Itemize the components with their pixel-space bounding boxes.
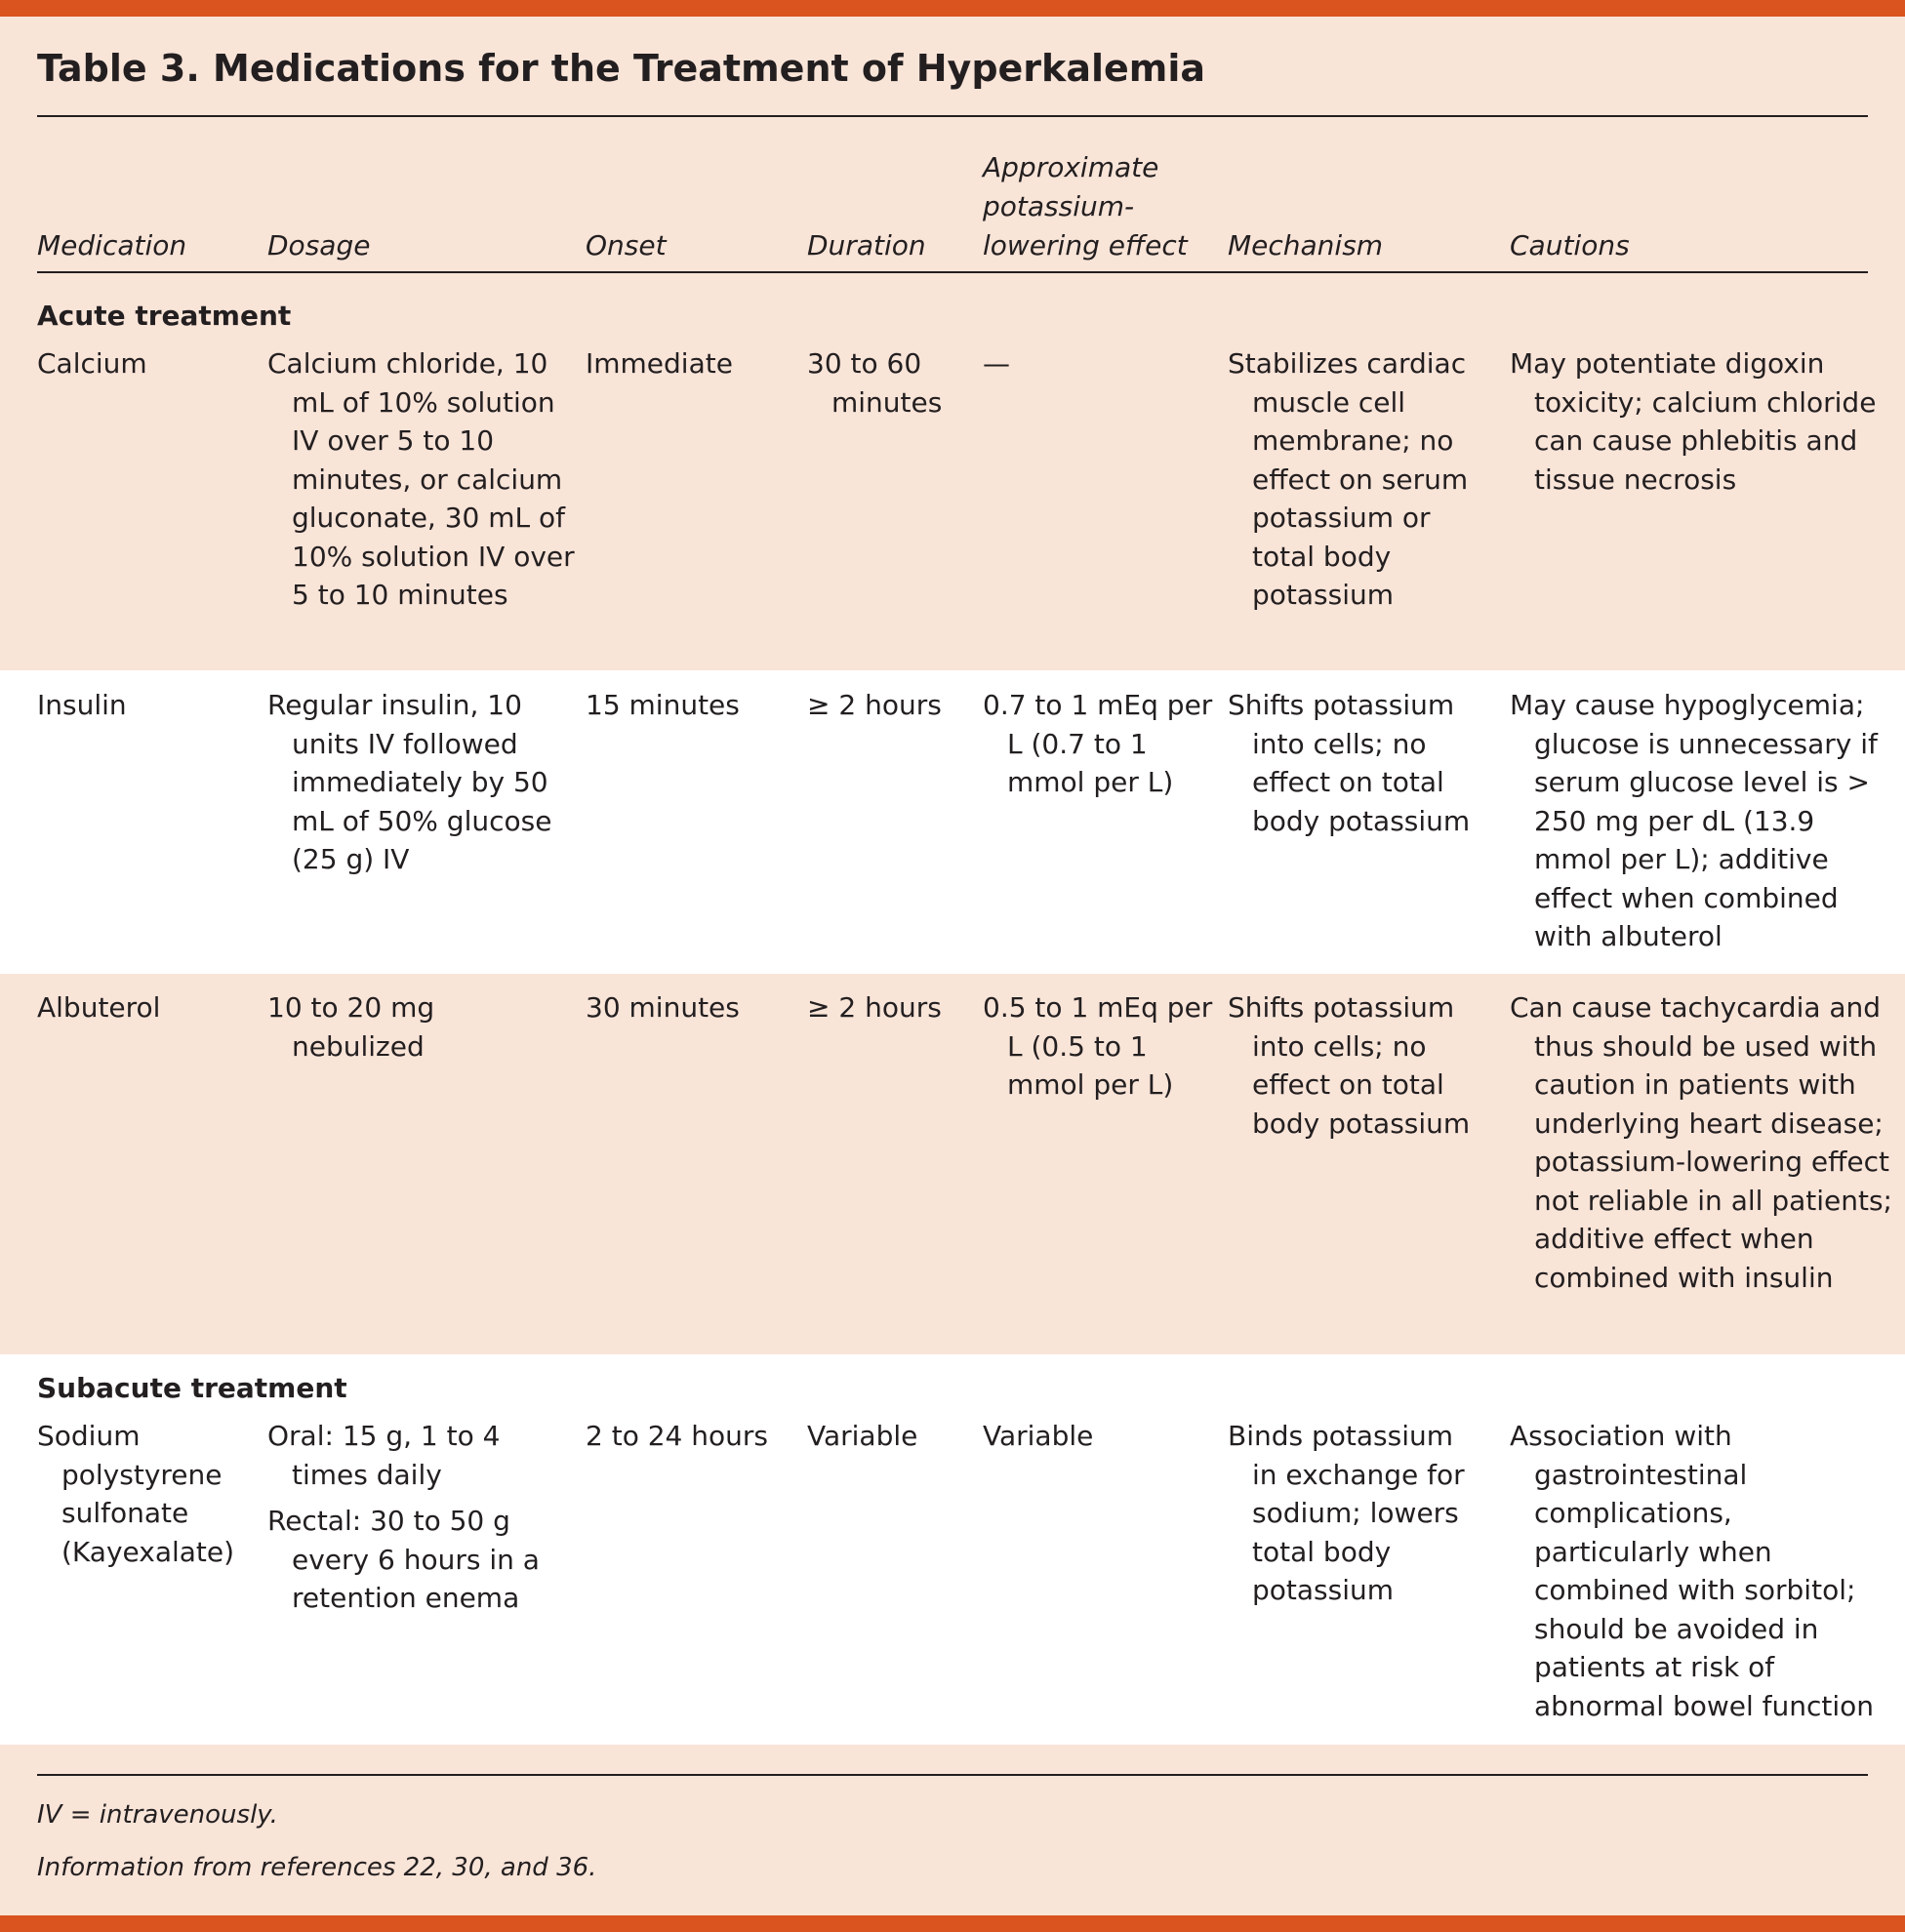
- bottom-accent-bar: [0, 1915, 1905, 1932]
- cell-dosage: Regular insulin, 10 units IV followed immediately by 50 mL of 50% glucose (25 g) IV: [267, 689, 552, 875]
- cell-medication: Albuterol: [37, 991, 161, 1024]
- header-rule: [37, 271, 1868, 273]
- footnote-abbreviation: IV = intravenously.: [37, 1800, 278, 1830]
- cell-effect: Variable: [983, 1420, 1094, 1452]
- cell-mechanism: Stabilizes cardiac muscle cell membrane; no effect on serum potassium or total body potassium: [1228, 347, 1469, 611]
- col-header-duration: Duration: [807, 229, 926, 262]
- footnote-rule: [37, 1774, 1868, 1776]
- cell-medication: Insulin: [37, 689, 127, 721]
- dosage-rectal: Rectal: 30 to 50 g every 6 hours in a retention enema: [267, 1505, 540, 1614]
- cell-cautions: May cause hypoglycemia; glucose is unnecessary if serum glucose level is > 250 mg per dL (13.9 mmol per L); additive effect when combined with albuterol: [1510, 689, 1878, 952]
- cell-mechanism: Shifts potassium into cells; no effect on total body potassium: [1228, 689, 1471, 837]
- cell-effect: 0.7 to 1 mEq per L (0.7 to 1 mmol per L): [983, 689, 1213, 798]
- cell-onset: 15 minutes: [586, 689, 740, 721]
- shaded-band-footnotes: [0, 1745, 1905, 1915]
- cell-cautions: Association with gastrointestinal complications, particularly when combined with sorbitol; should be avoided in patients at risk of abnormal bowel function: [1510, 1420, 1875, 1722]
- col-header-onset: Onset: [586, 229, 667, 262]
- cell-dosage: 10 to 20 mg nebulized: [267, 991, 435, 1063]
- footnote-source: Information from references 22, 30, and 36.: [37, 1853, 597, 1882]
- cell-duration: ≥ 2 hours: [807, 689, 942, 721]
- cell-cautions: May potentiate digoxin toxicity; calcium chloride can cause phlebitis and tissue necrosis: [1510, 347, 1877, 496]
- title-rule: [37, 115, 1868, 117]
- cell-duration: Variable: [807, 1420, 918, 1452]
- cell-mechanism: Shifts potassium into cells; no effect on total body potassium: [1228, 991, 1471, 1140]
- cell-onset: 30 minutes: [586, 991, 740, 1024]
- col-header-effect: Approximate potassium-lowering effect: [983, 151, 1188, 262]
- cell-duration: 30 to 60 minutes: [807, 347, 943, 419]
- table-title: Table 3. Medications for the Treatment of Hyperkalemia: [37, 47, 1206, 90]
- top-accent-bar: [0, 0, 1905, 17]
- cell-onset: Immediate: [586, 347, 733, 380]
- cell-mechanism: Binds potassium in exchange for sodium; lowers total body potassium: [1228, 1420, 1465, 1606]
- section-heading-acute: Acute treatment: [37, 300, 292, 332]
- section-heading-subacute: Subacute treatment: [37, 1372, 347, 1404]
- col-header-cautions: Cautions: [1510, 229, 1630, 262]
- dosage-oral: Oral: 15 g, 1 to 4 times daily: [267, 1420, 501, 1491]
- cell-effect: 0.5 to 1 mEq per L (0.5 to 1 mmol per L): [983, 991, 1213, 1101]
- cell-medication: Sodium polystyrene sulfonate (Kayexalate): [37, 1420, 235, 1568]
- cell-dosage: Calcium chloride, 10 mL of 10% solution IV over 5 to 10 minutes, or calcium gluconate, 30 mL of 10% solution IV over 5 to 10 minutes: [267, 347, 575, 611]
- cell-medication: Calcium: [37, 347, 147, 380]
- cell-cautions: Can cause tachycardia and thus should be used with caution in patients with underlying heart disease; potassium-lowering effect not reliable in all patients; additive effect when combined with insulin: [1510, 991, 1892, 1294]
- cell-effect: —: [983, 347, 1010, 380]
- col-header-dosage: Dosage: [267, 229, 371, 262]
- cell-duration: ≥ 2 hours: [807, 991, 942, 1024]
- col-header-medication: Medication: [37, 229, 187, 262]
- cell-dosage: [267, 1417, 575, 1618]
- cell-onset: 2 to 24 hours: [586, 1420, 768, 1452]
- col-header-mechanism: Mechanism: [1228, 229, 1384, 262]
